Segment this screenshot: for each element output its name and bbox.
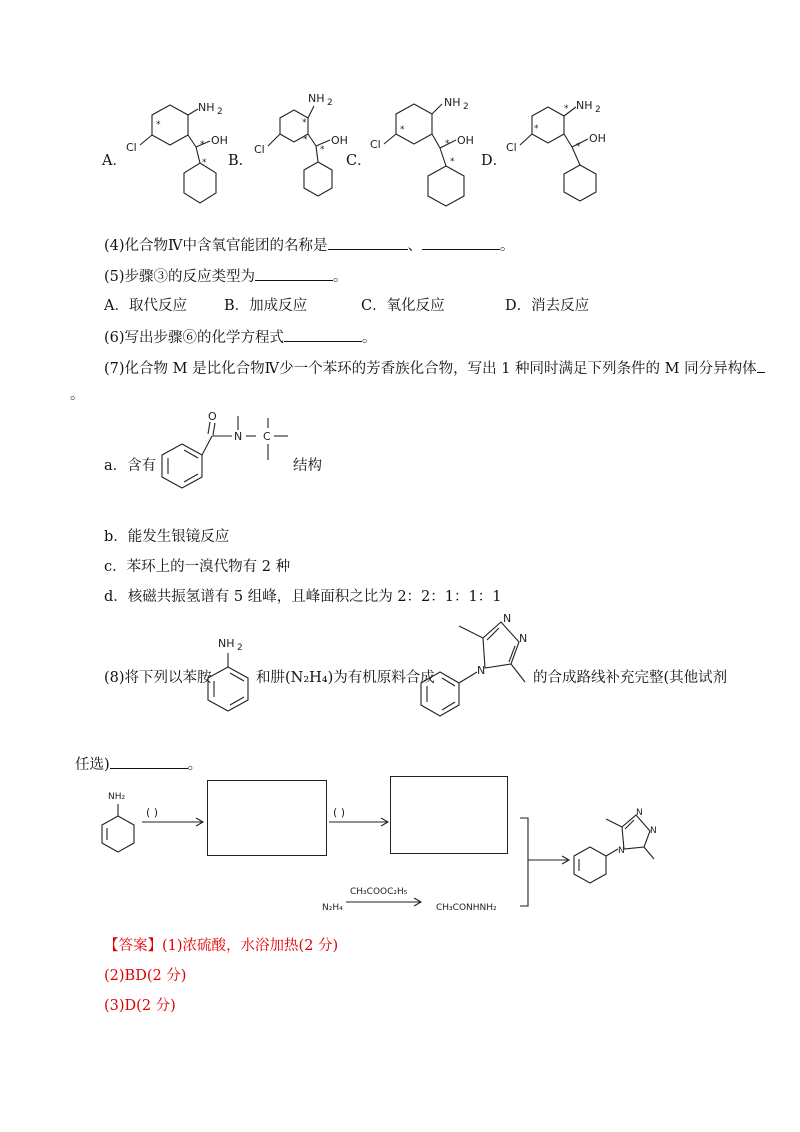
structure-d bbox=[500, 93, 610, 213]
chiral-star: * bbox=[202, 158, 207, 168]
nh2-subscript: 2 bbox=[595, 105, 601, 115]
option-b-label: B． bbox=[228, 153, 254, 169]
option-c: C．氧化反应 bbox=[361, 298, 445, 314]
route-aniline-structure bbox=[96, 790, 146, 860]
cond-a-prefix: a．含有 bbox=[104, 458, 157, 474]
structure-b bbox=[244, 92, 354, 212]
question-7: (7)化合物 M 是比化合物Ⅳ少一个苯环的芳香族化合物，写出 1 种同时满足下列条件的 M 同分异构体 bbox=[104, 358, 765, 378]
arrow-step-1 bbox=[140, 800, 210, 830]
n4-label: N bbox=[477, 664, 486, 677]
reagent-text: CH₃COOC₂H₅ bbox=[350, 887, 408, 897]
cl-text: Cl bbox=[126, 141, 137, 154]
structure-a bbox=[120, 95, 230, 215]
option-a: A．取代反应 bbox=[104, 298, 187, 314]
question-6: (6)写出步骤⑥的化学方程式 。 bbox=[104, 327, 377, 347]
nitrogen-label: N bbox=[234, 430, 243, 443]
route-target-structure bbox=[570, 805, 660, 895]
nh2-text: NH bbox=[444, 96, 461, 109]
answer-3: (3)D(2 分) bbox=[104, 998, 176, 1014]
chiral-star: * bbox=[445, 139, 450, 149]
n-label: N bbox=[618, 846, 625, 856]
intermediate-box-1 bbox=[207, 780, 327, 856]
answer-blank bbox=[328, 235, 408, 250]
answer-1: 【答案】(1)浓硫酸，水浴加热(2 分) bbox=[104, 938, 339, 954]
answer-2: (2)BD(2 分) bbox=[104, 968, 187, 984]
answer-label: 【答案】 bbox=[104, 938, 162, 954]
benzamide-fragment-structure bbox=[150, 408, 300, 498]
nh2-subscript: 2 bbox=[217, 107, 223, 117]
cond-b: b．能发生银镜反应 bbox=[104, 529, 230, 545]
n2h4-text: N₂H₄ bbox=[322, 903, 343, 913]
cl-text: Cl bbox=[370, 138, 381, 151]
question-5: (5)步骤③的反应类型为 。 bbox=[104, 266, 348, 286]
aniline-structure bbox=[200, 625, 260, 720]
question-7-end: 。 bbox=[70, 387, 85, 403]
carbon-label: C bbox=[263, 430, 271, 443]
q8-prefix: (8)将下列以苯胺 bbox=[104, 670, 212, 686]
question-4: (4)化合物Ⅳ中含氧官能团的名称是 、 。 bbox=[104, 235, 515, 255]
cond-a-suffix: 结构 bbox=[293, 458, 322, 474]
oh-text: OH bbox=[589, 132, 606, 145]
n-label: N bbox=[503, 612, 512, 625]
cl-text: Cl bbox=[506, 141, 517, 154]
cl-text: Cl bbox=[254, 143, 265, 156]
nh2-subscript: 2 bbox=[463, 102, 469, 112]
option-c-label: C． bbox=[346, 153, 372, 169]
chiral-star: * bbox=[320, 145, 325, 155]
intermediate-box-2 bbox=[390, 776, 508, 854]
reagent-blank-1: ( ) bbox=[146, 806, 159, 819]
arrow-step-2 bbox=[327, 800, 393, 830]
chiral-star: * bbox=[400, 125, 405, 135]
option-d: D．消去反应 bbox=[505, 298, 590, 314]
chiral-star: * bbox=[450, 157, 455, 167]
option-a-label: A． bbox=[102, 153, 127, 169]
nh2-text: NH bbox=[198, 101, 215, 114]
oxygen-label: O bbox=[208, 410, 217, 423]
oh-text: OH bbox=[211, 134, 228, 147]
nh2-subscript: 2 bbox=[237, 643, 243, 653]
option-b: B．加成反应 bbox=[224, 298, 308, 314]
answer-blank bbox=[110, 754, 188, 769]
nh2-subscript: 2 bbox=[327, 98, 333, 108]
chiral-star: * bbox=[302, 118, 307, 128]
oh-text: OH bbox=[331, 134, 348, 147]
nh2-text: NH bbox=[218, 637, 235, 650]
cond-d: d．核磁共振氢谱有 5 组峰，且峰面积之比为 2：2：1：1：1 bbox=[104, 589, 502, 605]
chiral-star: * bbox=[576, 142, 581, 152]
answer-blank bbox=[422, 235, 500, 250]
structure-c bbox=[364, 90, 484, 215]
n-label: N bbox=[650, 826, 657, 836]
nh2-text: NH bbox=[308, 92, 325, 105]
hydrazide-product-text: CH₃CONHNH₂ bbox=[436, 903, 497, 913]
chiral-star: * bbox=[156, 120, 161, 130]
hydrazide-step bbox=[320, 880, 520, 920]
answer-blank bbox=[757, 358, 765, 373]
chiral-star: * bbox=[303, 135, 308, 145]
chiral-star: * bbox=[200, 140, 205, 150]
q8-suffix: 的合成路线补充完整(其他试剂 bbox=[533, 670, 728, 686]
nh2-text: NH₂ bbox=[108, 792, 126, 802]
chiral-star: * bbox=[564, 104, 569, 114]
chiral-star: * bbox=[534, 124, 539, 134]
cond-c: c．苯环上的一溴代物有 2 种 bbox=[104, 559, 291, 575]
option-d-label: D． bbox=[481, 153, 508, 169]
q8-middle: 和肼(N₂H₄)为有机原料合成 bbox=[256, 670, 435, 686]
n-label: N bbox=[636, 808, 643, 818]
q8-line2: 任选) 。 bbox=[75, 754, 202, 774]
answer-blank bbox=[255, 266, 333, 281]
nh2-text: NH bbox=[576, 99, 593, 112]
oh-text: OH bbox=[457, 134, 474, 147]
triazole-target-structure bbox=[415, 608, 540, 723]
answer-blank bbox=[284, 327, 362, 342]
n-label: N bbox=[519, 632, 528, 645]
reagent-blank-2: ( ) bbox=[333, 806, 346, 819]
